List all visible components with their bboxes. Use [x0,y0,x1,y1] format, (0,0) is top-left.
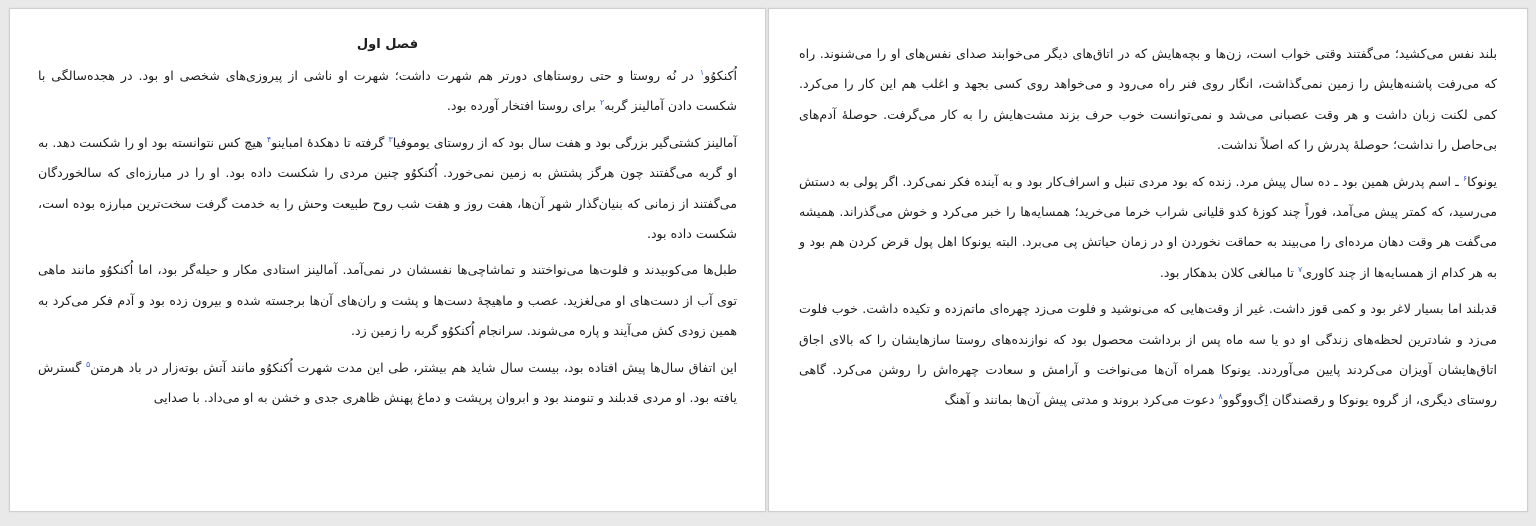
left-page-body [38,61,737,413]
paragraph [799,294,1497,416]
text-segment: بلند نفس می‌کشید؛ می‌گفتند وقتی خواب است، زن‌ها و بچه‌هایش که در اتاق‌های دیگر می‌خوابند صدای نفس‌های او را می‌شنوند. راه که می‌رفت پاشنه‌هایش را زمین نمی‌گذاشت، انگار روی فنر راه می‌رود و می‌خواهد روی کسی بجهد و اغلب هم این کار را می‌کرد. کمی لکنت زبان داشت و هر وقت عصبانی می‌شد و نمی‌توانست خوب حرف بزند مشت‌هایش را به کار می‌گرفت. حوصلهٔ آدم‌های بی‌حاصل را نداشت؛ حوصلهٔ پدرش را که اصلاً نداشت. [799,46,1497,153]
text-segment: هیچ کس نتوانسته بود او را شکست دهد. به او گربه می‌گفتند چون هرگز پشتش به زمین نمی‌خورد. اُکنکوُو چنین مردی را شکست داده بود. او را در مبارزه‌ای که سالخوردگان می‌گفتند از زمانی که بنیان‌گذار شهر آن‌ها، هفت روز و هفت شب روح طبیعت وحش را به خدمت گرفت سخت‌ترین مبارزه بوده است، شکست داده بود. [38,134,737,242]
footnote-marker[interactable]: ۶ [1462,173,1468,183]
text-segment: دعوت می‌کرد بروند و مدتی پیش آن‌ها بمانند و آهنگ [944,392,1219,408]
chapter-title: فصل اول [356,37,419,52]
text-segment: برای روستا افتخار آورده بود. [446,98,600,114]
text-segment: قدبلند اما بسیار لاغر بود و کمی قوز داشت. غیر از وقت‌هایی که می‌نوشید و فلوت می‌زد چهره‌ای ماتم‌زده و تکیده داشت. خوب فلوت می‌زد و شادترین لحظه‌های زندگی او دو یا سه ماه پس از برداشت محصول بود که نوازنده‌های روستا سازهایشان را که بالای اجاق اتاق‌هایشان آویزان می‌کردند پایین می‌آوردند. یونوکا همراه آن‌ها می‌نواخت و آرامش و سعادت چهره‌اش را روشن می‌کرد. گاهی روستای دیگری، از گروه یونوکا و رقصندگان اِگ‌ووگوو [799,301,1497,408]
paragraph [38,128,737,250]
text-segment: گسترش یافته بود. او مردی قدبلند و تنومند بود و ابروان پرپشت و دماغ پهنش ظاهری جدی و خشن به او می‌داد. با صدایی [38,359,737,406]
text-segment: این اتفاق سال‌ها پیش افتاده بود، بیست سال شاید هم بیشتر، طی این مدت شهرت اُکنکوُو مانند آتش بوته‌زار در باد هرمتن [90,359,737,375]
right-page-body [799,39,1497,416]
text-segment: در نُه روستا و حتی روستاهای دورتر هم شهرت داشت؛ شهرت او ناشی از پیروزی‌های شخصی او بود. در هجده‌سالگی با شکست دادن آمالینز گربه [38,68,737,114]
right-page [768,8,1528,512]
footnote-marker[interactable]: ۸ [1218,392,1223,402]
text-segment: اُکنکوُو [704,68,737,83]
text-segment: تا مبالغی کلان بدهکار بود. [1159,264,1298,280]
text-segment: گرفته تا دهکدهٔ امباینو [271,134,389,150]
text-segment: آمالینز کشتی‌گیر بزرگی بود و هفت سال بود که از روستای یوموفیا [392,134,738,150]
footnote-marker[interactable]: ۷ [1297,264,1303,274]
paragraph [799,39,1497,161]
paragraph [38,255,737,346]
text-segment: طبل‌ها می‌کوبیدند و فلوت‌ها می‌نواختند و تماشاچی‌ها نفسشان در نمی‌آمد. آمالینز استادی مکار و حیله‌گر بود، اما اُکنکوُو مانند ماهی توی آب از دست‌های او می‌لغزید. عصب و ماهیچهٔ دست‌ها و پشت و ران‌های آن‌ها برجسته شده و بیرون زده بود و آدم فکر می‌کرد به همین زودی کش می‌آیند و پاره می‌شوند. سرانجام اُکنکوُو گربه را زمین زد. [38,262,737,339]
text-segment: یونوکا [1467,173,1497,189]
footnote-marker[interactable]: ۱ [699,67,705,77]
footnote-marker[interactable]: ۵ [85,359,91,369]
paragraph [799,167,1497,289]
left-page [9,8,766,512]
footnote-marker[interactable]: ۳ [388,134,393,144]
footnote-marker[interactable]: ۴ [266,134,272,144]
text-segment: ـ اسم پدرش همین بود ـ ده سال پیش مرد. زنده که بود مردی تنبل و اسراف‌کار بود و به آینده فکر نمی‌کرد. اگر پولی به دستش می‌رسید، که کمتر پیش می‌آمد، فوراً چند کوزهٔ کدو قلیانی شراب خرما می‌خرید؛ همسایه‌ها را خبر می‌کرد و خوش می‌گذراند. همیشه می‌گفت هر وقت دهان مرده‌ای را می‌بیند به حماقت نخوردن او در زمان حیاتش پی می‌برد. البته یونوکا اهل پول قرض کردن هم بود و به هر کدام از همسایه‌ها از چند کاوری [799,173,1497,280]
paragraph [38,353,737,414]
paragraph [38,61,737,122]
footnote-marker[interactable]: ۲ [599,98,605,108]
